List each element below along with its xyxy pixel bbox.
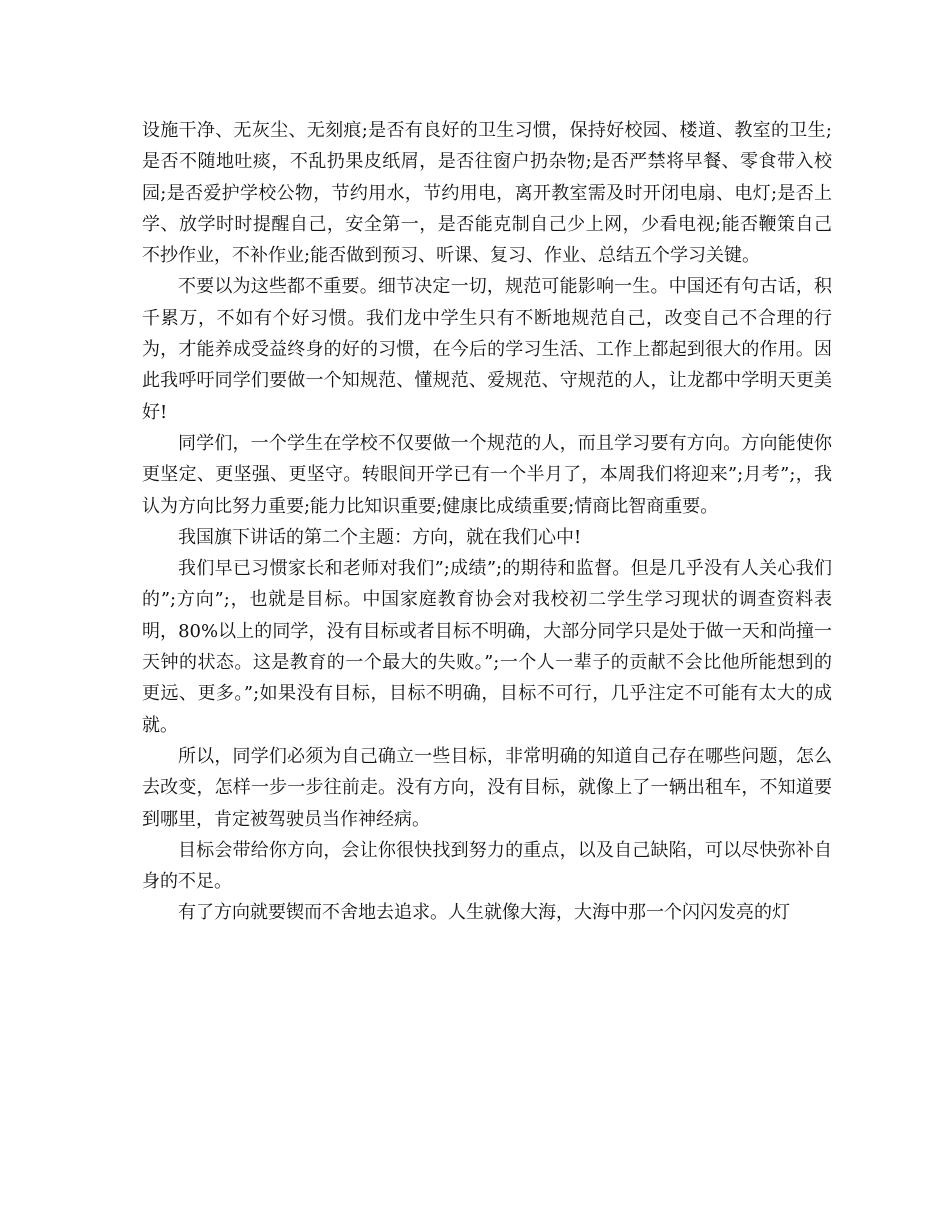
paragraph-6: 所以，同学们必须为自己确立一些目标，非常明确的知道自己存在哪些问题，怎么去改变，怎样一步一步往前走。没有方向，没有目标，就像上了一辆出租车，不知道要到哪里，肯定被驾驶员当作神经病。 [142, 745, 832, 830]
paragraph-3: 同学们，一个学生在学校不仅要做一个规范的人，而且学习要有方向。方向能使你更坚定、更坚强、更坚守。转眼间开学已有一个半月了，本周我们将迎来”;月考”;，我认为方向比努力重要;能力比知识重要;健康比成绩重要;情商比智商重要。 [142, 432, 832, 517]
paragraph-5: 我们早已习惯家长和老师对我们”;成绩”;的期待和监督。但是几乎没有人关心我们的”;方向”;，也就是目标。中国家庭教育协会对我校初二学生学习现状的调查资料表明，80%以上的同学，没有目标或者目标不明确，大部分同学只是处于做一天和尚撞一天钟的状态。这是教育的一个最大的失败。”;一个人一辈子的贡献不会比他所能想到的更远、更多。”;如果没有目标，目标不明确，目标不可行，几乎注定不可能有太大的成就。 [142, 558, 832, 736]
paragraph-4: 我国旗下讲话的第二个主题：方向，就在我们心中! [178, 526, 582, 548]
paragraph-8: 有了方向就要锲而不舍地去追求。人生就像大海，大海中那一个闪闪发亮的灯 [178, 902, 790, 924]
document-page [142, 115, 832, 929]
paragraph-2: 不要以为这些都不重要。细节决定一切，规范可能影响一生。中国还有句古话，积千累万，不如有个好习惯。我们龙中学生只有不断地规范自己，改变自己不合理的行为，才能养成受益终身的好的习惯，在今后的学习生活、工作上都起到很大的作用。因此我呼吁同学们要做一个知规范、懂规范、爱规范、守规范的人，让龙都中学明天更美好! [142, 276, 832, 423]
paragraph-7: 目标会带给你方向，会让你很快找到努力的重点，以及自己缺陷，可以尽快弥补自身的不足。 [142, 839, 832, 893]
paragraph-1: 设施干净、无灰尘、无刻痕;是否有良好的卫生习惯，保持好校园、楼道、教室的卫生;是否不随地吐痰，不乱扔果皮纸屑，是否往窗户扔杂物;是否严禁将早餐、零食带入校园;是否爱护学校公物，节约用水，节约用电，离开教室需及时开闭电扇、电灯;是否上学、放学时时提醒自己，安全第一，是否能克制自己少上网，少看电视;能否鞭策自己不抄作业，不补作业;能否做到预习、听课、复习、作业、总结五个学习关键。 [142, 120, 832, 267]
